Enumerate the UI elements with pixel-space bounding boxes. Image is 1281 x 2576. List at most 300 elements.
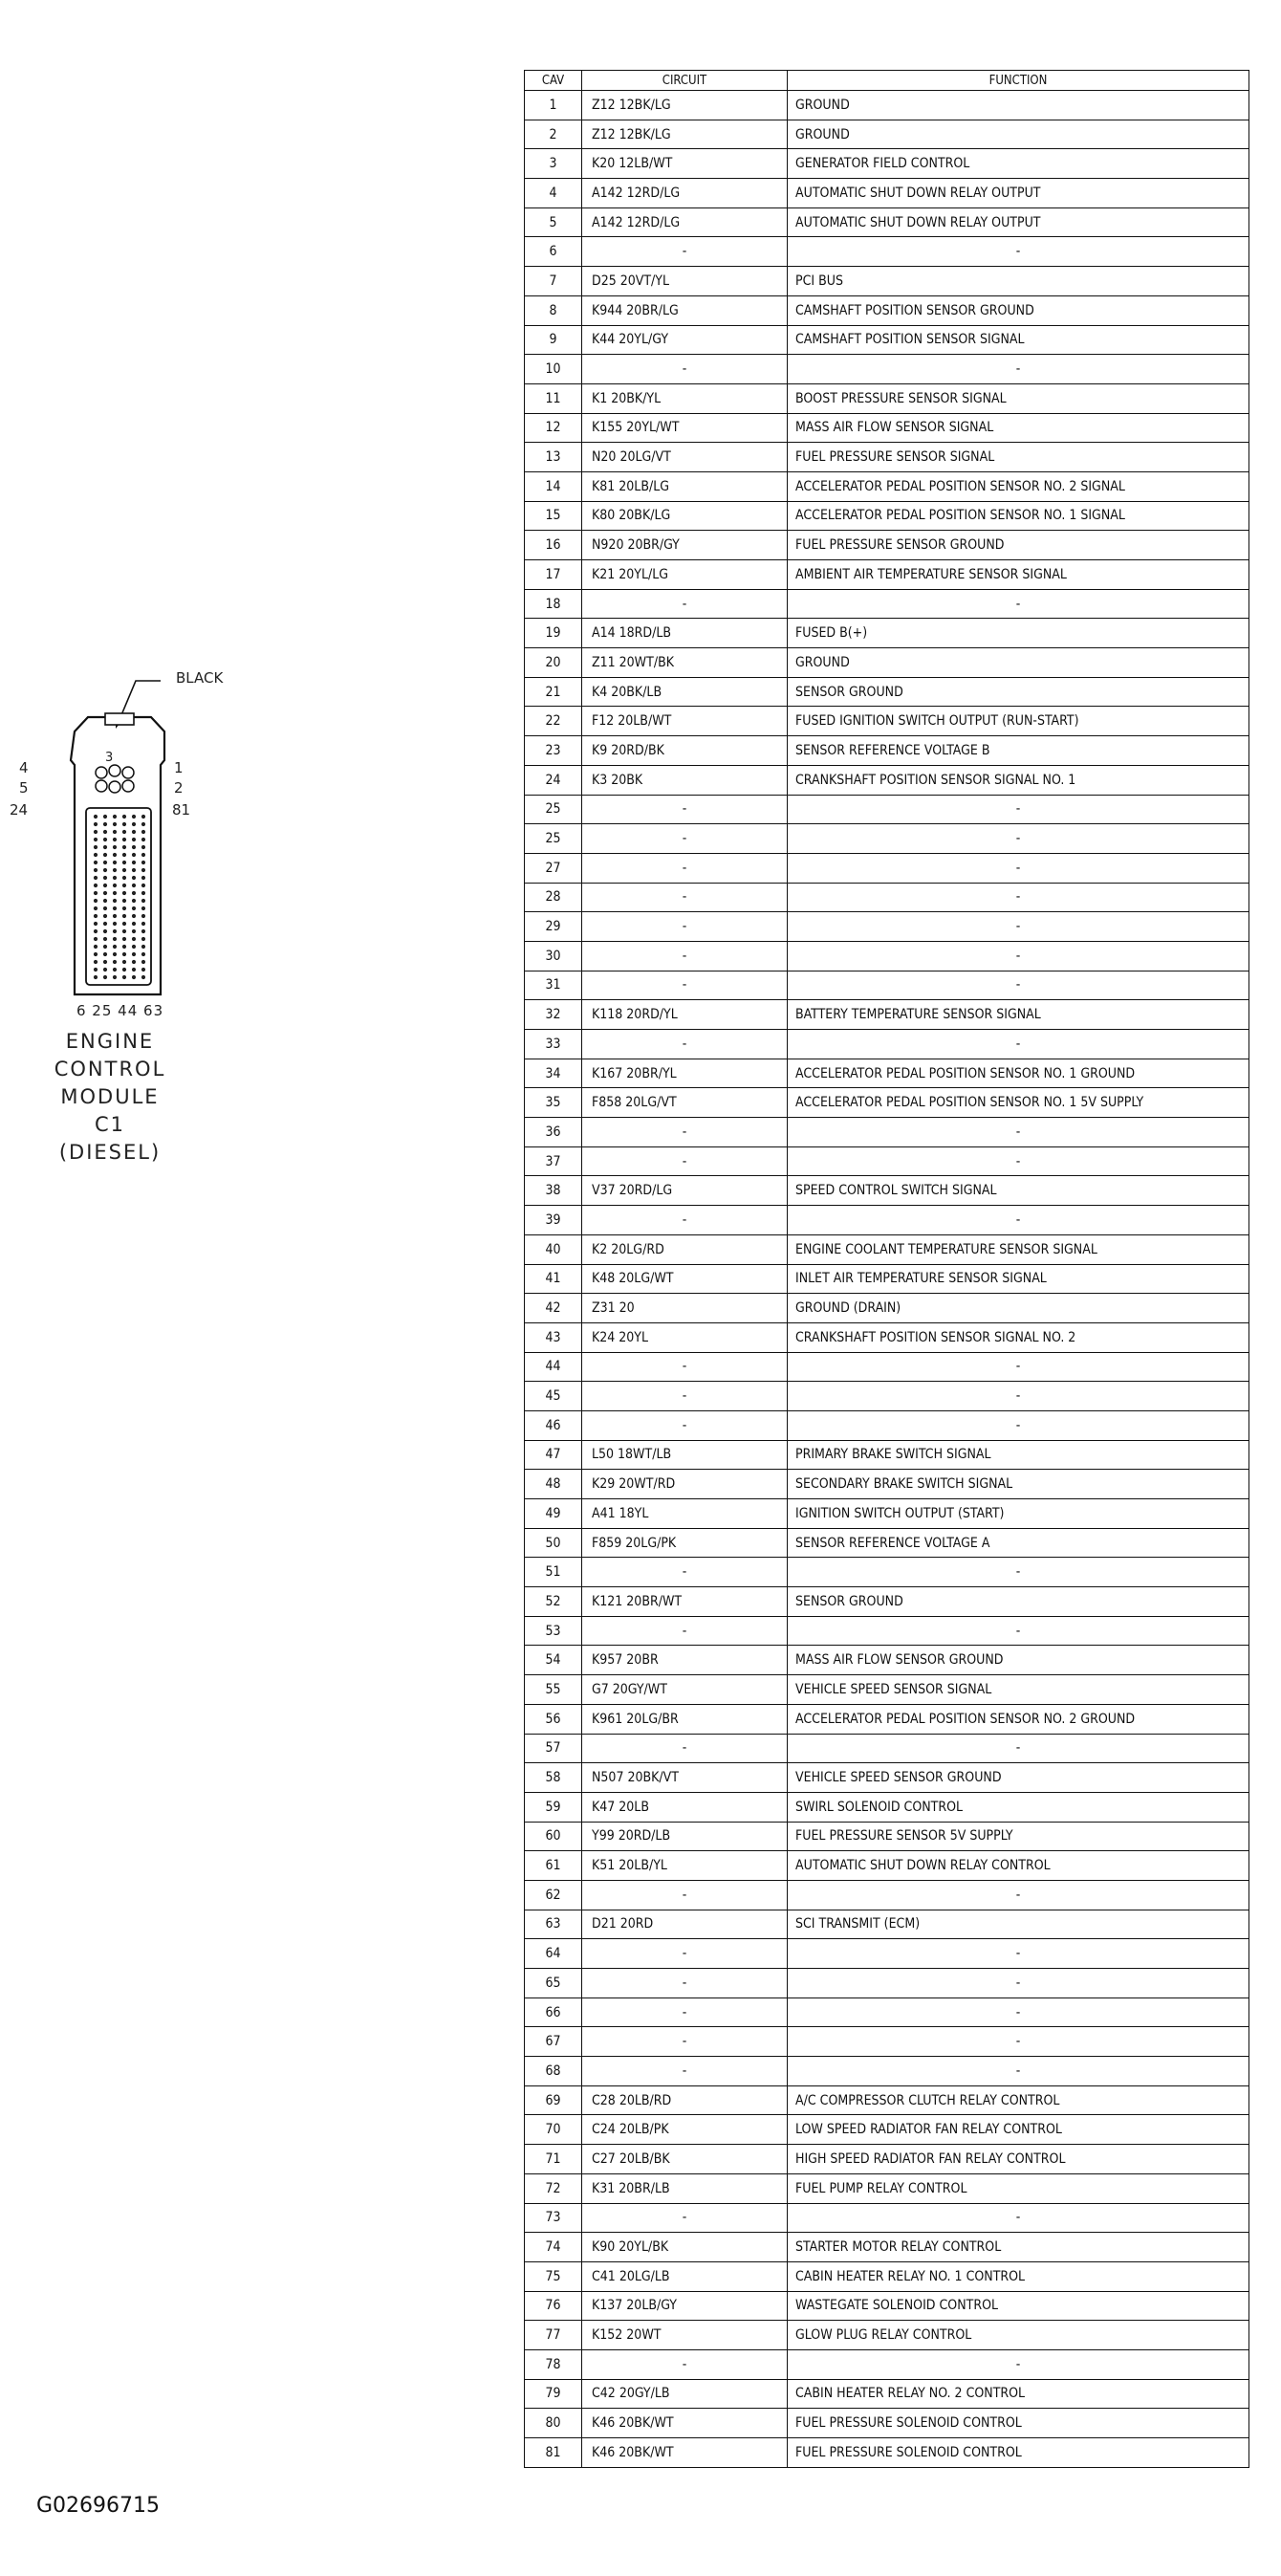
table-row bbox=[525, 443, 1249, 472]
pin-dot bbox=[141, 899, 145, 903]
pin-dot bbox=[113, 822, 117, 826]
cav-cell: 13 bbox=[525, 443, 582, 472]
pin-dot bbox=[94, 868, 98, 872]
module-caption bbox=[29, 1028, 191, 1167]
pin-dot bbox=[103, 838, 107, 841]
function-cell: - bbox=[788, 1410, 1249, 1440]
cav-cell: 67 bbox=[525, 2027, 582, 2057]
function-cell: - bbox=[788, 883, 1249, 912]
circuit-cell: - bbox=[582, 2057, 788, 2086]
table-row bbox=[525, 736, 1249, 766]
table-header-row bbox=[525, 71, 1249, 91]
pin-dot bbox=[94, 861, 98, 864]
function-cell: CABIN HEATER RELAY NO. 1 CONTROL bbox=[788, 2261, 1249, 2291]
pin-dot bbox=[141, 853, 145, 857]
pin-dot bbox=[103, 922, 107, 926]
table-row bbox=[525, 1030, 1249, 1059]
table-row bbox=[525, 2085, 1249, 2115]
circuit-cell: K9 20RD/BK bbox=[582, 736, 788, 766]
circuit-cell: K3 20BK bbox=[582, 765, 788, 795]
pin-dot bbox=[103, 861, 107, 864]
cav-cell: 40 bbox=[525, 1234, 582, 1264]
circuit-cell: C41 20LG/LB bbox=[582, 2261, 788, 2291]
table-row bbox=[525, 2115, 1249, 2145]
table-row bbox=[525, 560, 1249, 590]
circuit-cell: K20 12LB/WT bbox=[582, 149, 788, 179]
pin-dot bbox=[141, 845, 145, 849]
cav-cell: 21 bbox=[525, 677, 582, 707]
pin-dot bbox=[103, 952, 107, 956]
circuit-cell: Z31 20 bbox=[582, 1294, 788, 1323]
pin-dot bbox=[132, 929, 136, 933]
function-cell: MASS AIR FLOW SENSOR GROUND bbox=[788, 1646, 1249, 1675]
pin-dot bbox=[122, 899, 126, 903]
function-cell: - bbox=[788, 1206, 1249, 1235]
circuit-cell: K152 20WT bbox=[582, 2321, 788, 2350]
circuit-cell: C27 20LB/BK bbox=[582, 2145, 788, 2174]
pin-dot bbox=[113, 815, 117, 819]
cav-cell: 66 bbox=[525, 1997, 582, 2027]
function-cell: - bbox=[788, 589, 1249, 619]
cav-cell: 6 bbox=[525, 237, 582, 267]
table-row bbox=[525, 707, 1249, 736]
table-row bbox=[525, 2291, 1249, 2321]
circuit-cell: - bbox=[582, 1206, 788, 1235]
table-row bbox=[525, 2145, 1249, 2174]
pin-dot bbox=[103, 891, 107, 895]
pin-dot bbox=[132, 876, 136, 880]
function-cell: ACCELERATOR PEDAL POSITION SENSOR NO. 2 GROUND bbox=[788, 1704, 1249, 1734]
cav-cell: 48 bbox=[525, 1470, 582, 1499]
table-row bbox=[525, 883, 1249, 912]
pin-dot bbox=[132, 845, 136, 849]
table-row bbox=[525, 1997, 1249, 2027]
pin-dot bbox=[132, 906, 136, 910]
table-row bbox=[525, 1616, 1249, 1646]
function-cell: MASS AIR FLOW SENSOR SIGNAL bbox=[788, 413, 1249, 443]
cav-cell: 12 bbox=[525, 413, 582, 443]
pin-dot bbox=[94, 960, 98, 964]
table-row bbox=[525, 1382, 1249, 1411]
function-cell: - bbox=[788, 1558, 1249, 1587]
cav-cell: 28 bbox=[525, 883, 582, 912]
circuit-cell: K31 20BR/LB bbox=[582, 2173, 788, 2203]
cav-cell: 15 bbox=[525, 501, 582, 531]
table-row bbox=[525, 1646, 1249, 1675]
function-cell: CRANKSHAFT POSITION SENSOR SIGNAL NO. 2 bbox=[788, 1322, 1249, 1352]
circuit-cell: - bbox=[582, 853, 788, 883]
pin-dot bbox=[103, 845, 107, 849]
cav-cell: 41 bbox=[525, 1264, 582, 1294]
pin-dot bbox=[132, 899, 136, 903]
circuit-cell: - bbox=[582, 2349, 788, 2379]
function-cell: FUEL PRESSURE SENSOR SIGNAL bbox=[788, 443, 1249, 472]
table-row bbox=[525, 853, 1249, 883]
cav-cell: 34 bbox=[525, 1059, 582, 1088]
pin-dot bbox=[113, 868, 117, 872]
pin-dot bbox=[103, 914, 107, 918]
function-cell: PRIMARY BRAKE SWITCH SIGNAL bbox=[788, 1440, 1249, 1470]
table-row bbox=[525, 207, 1249, 237]
table-row bbox=[525, 1880, 1249, 1910]
pin-dot bbox=[113, 876, 117, 880]
cav-cell: 55 bbox=[525, 1675, 582, 1705]
circuit-cell: K167 20BR/YL bbox=[582, 1059, 788, 1088]
function-cell: - bbox=[788, 1997, 1249, 2027]
pin-dot bbox=[141, 838, 145, 841]
pin-dot bbox=[132, 830, 136, 834]
circuit-cell: - bbox=[582, 1410, 788, 1440]
pin-dot bbox=[103, 975, 107, 979]
pin-dot bbox=[122, 876, 126, 880]
pin-dot bbox=[94, 929, 98, 933]
circuit-cell: - bbox=[582, 883, 788, 912]
cav-cell: 60 bbox=[525, 1822, 582, 1851]
table-row bbox=[525, 1000, 1249, 1030]
connector-color-label: BLACK bbox=[176, 669, 224, 687]
pin-dot bbox=[132, 968, 136, 971]
pin-dot bbox=[94, 884, 98, 887]
table-row bbox=[525, 1410, 1249, 1440]
pin-dot bbox=[103, 937, 107, 941]
circuit-cell: K944 20BR/LG bbox=[582, 295, 788, 325]
cav-cell: 45 bbox=[525, 1382, 582, 1411]
cav-cell: 61 bbox=[525, 1851, 582, 1881]
pin-dot bbox=[132, 937, 136, 941]
function-cell: FUEL PRESSURE SOLENOID CONTROL bbox=[788, 2409, 1249, 2438]
table-row bbox=[525, 2057, 1249, 2086]
function-cell: - bbox=[788, 1118, 1249, 1147]
function-cell: BATTERY TEMPERATURE SENSOR SIGNAL bbox=[788, 1000, 1249, 1030]
pin-dot bbox=[94, 876, 98, 880]
table-row bbox=[525, 120, 1249, 149]
circuit-cell: K29 20WT/RD bbox=[582, 1470, 788, 1499]
circuit-cell: K48 20LG/WT bbox=[582, 1264, 788, 1294]
table-row bbox=[525, 1118, 1249, 1147]
table-row bbox=[525, 91, 1249, 120]
pin-label-top-3: 3 bbox=[105, 751, 114, 765]
table-row bbox=[525, 824, 1249, 854]
function-cell: SENSOR GROUND bbox=[788, 677, 1249, 707]
cav-cell: 47 bbox=[525, 1440, 582, 1470]
cav-cell: 81 bbox=[525, 2438, 582, 2468]
function-cell: SPEED CONTROL SWITCH SIGNAL bbox=[788, 1176, 1249, 1206]
table-row bbox=[525, 2173, 1249, 2203]
circuit-cell: K1 20BK/YL bbox=[582, 383, 788, 413]
circuit-cell: - bbox=[582, 1880, 788, 1910]
pin-dot bbox=[113, 975, 117, 979]
table-row bbox=[525, 765, 1249, 795]
pin-dot bbox=[122, 845, 126, 849]
cav-cell: 63 bbox=[525, 1910, 582, 1939]
circuit-cell: - bbox=[582, 824, 788, 854]
pin-dot bbox=[94, 945, 98, 949]
function-cell: CAMSHAFT POSITION SENSOR GROUND bbox=[788, 295, 1249, 325]
pin-dot bbox=[132, 914, 136, 918]
pin-dot bbox=[103, 884, 107, 887]
pin-dot bbox=[113, 960, 117, 964]
pin-dot bbox=[132, 822, 136, 826]
cav-cell: 38 bbox=[525, 1176, 582, 1206]
circuit-cell: K46 20BK/WT bbox=[582, 2438, 788, 2468]
pin-dot bbox=[132, 922, 136, 926]
cav-cell: 64 bbox=[525, 1939, 582, 1969]
pin-dot bbox=[113, 830, 117, 834]
function-cell: CABIN HEATER RELAY NO. 2 CONTROL bbox=[788, 2379, 1249, 2409]
circuit-cell: K137 20LB/GY bbox=[582, 2291, 788, 2321]
pin-dot bbox=[141, 891, 145, 895]
table-row bbox=[525, 619, 1249, 648]
pin-dot bbox=[113, 914, 117, 918]
function-cell: - bbox=[788, 853, 1249, 883]
circuit-cell: K155 20YL/WT bbox=[582, 413, 788, 443]
circuit-cell: Z12 12BK/LG bbox=[582, 91, 788, 120]
cav-cell: 59 bbox=[525, 1792, 582, 1822]
circuit-cell: - bbox=[582, 795, 788, 824]
table-row bbox=[525, 1440, 1249, 1470]
cav-cell: 7 bbox=[525, 267, 582, 296]
pin-dot bbox=[94, 853, 98, 857]
cav-cell: 17 bbox=[525, 560, 582, 590]
pin-dot bbox=[94, 937, 98, 941]
pin-dot bbox=[122, 914, 126, 918]
pin-dot bbox=[141, 906, 145, 910]
function-cell: - bbox=[788, 1734, 1249, 1763]
caption-line-2: CONTROL bbox=[54, 1058, 166, 1081]
cav-cell: 5 bbox=[525, 207, 582, 237]
pin-dot bbox=[103, 876, 107, 880]
cav-cell: 24 bbox=[525, 765, 582, 795]
table-row bbox=[525, 413, 1249, 443]
table-row bbox=[525, 1528, 1249, 1558]
header-circuit: CIRCUIT bbox=[582, 71, 788, 91]
cav-cell: 76 bbox=[525, 2291, 582, 2321]
pin-dot bbox=[141, 937, 145, 941]
table-row bbox=[525, 2349, 1249, 2379]
function-cell: ENGINE COOLANT TEMPERATURE SENSOR SIGNAL bbox=[788, 1234, 1249, 1264]
table-row bbox=[525, 2203, 1249, 2233]
cav-cell: 52 bbox=[525, 1587, 582, 1617]
table-row bbox=[525, 589, 1249, 619]
function-cell: - bbox=[788, 2027, 1249, 2057]
table-row bbox=[525, 325, 1249, 355]
pin-dot bbox=[113, 838, 117, 841]
pin-dot bbox=[113, 968, 117, 971]
table-row bbox=[525, 179, 1249, 208]
table-row bbox=[525, 1088, 1249, 1118]
table-row bbox=[525, 2233, 1249, 2262]
table-row bbox=[525, 267, 1249, 296]
table-row bbox=[525, 1176, 1249, 1206]
function-cell: FUEL PUMP RELAY CONTROL bbox=[788, 2173, 1249, 2203]
pin-dot bbox=[113, 922, 117, 926]
pin-dot bbox=[94, 822, 98, 826]
function-cell: SCI TRANSMIT (ECM) bbox=[788, 1910, 1249, 1939]
cav-cell: 80 bbox=[525, 2409, 582, 2438]
cav-cell: 10 bbox=[525, 355, 582, 384]
pin-dot bbox=[132, 868, 136, 872]
pin-dot bbox=[122, 952, 126, 956]
pin-dot bbox=[113, 906, 117, 910]
pin-dot bbox=[141, 975, 145, 979]
circuit-cell: - bbox=[582, 237, 788, 267]
pin-dot bbox=[122, 884, 126, 887]
pin-dot bbox=[113, 845, 117, 849]
circuit-cell: - bbox=[582, 912, 788, 942]
table-row bbox=[525, 2027, 1249, 2057]
pin-dot bbox=[103, 830, 107, 834]
function-cell: ACCELERATOR PEDAL POSITION SENSOR NO. 1 5V SUPPLY bbox=[788, 1088, 1249, 1118]
table-row bbox=[525, 2438, 1249, 2468]
circuit-cell: Z12 12BK/LG bbox=[582, 120, 788, 149]
table-row bbox=[525, 1234, 1249, 1264]
pin-dot bbox=[113, 899, 117, 903]
pin-dot bbox=[141, 922, 145, 926]
pin-dot bbox=[122, 861, 126, 864]
pin-grid bbox=[94, 815, 145, 979]
cav-cell: 57 bbox=[525, 1734, 582, 1763]
table-row bbox=[525, 1059, 1249, 1088]
cav-cell: 58 bbox=[525, 1763, 582, 1793]
circuit-cell: - bbox=[582, 2027, 788, 2057]
circuit-cell: F858 20LG/VT bbox=[582, 1088, 788, 1118]
cav-cell: 18 bbox=[525, 589, 582, 619]
pin-dot bbox=[94, 845, 98, 849]
function-cell: FUEL PRESSURE SENSOR GROUND bbox=[788, 531, 1249, 560]
circuit-cell: - bbox=[582, 971, 788, 1000]
circuit-cell: K121 20BR/WT bbox=[582, 1587, 788, 1617]
function-cell: SECONDARY BRAKE SWITCH SIGNAL bbox=[788, 1470, 1249, 1499]
function-cell: - bbox=[788, 2203, 1249, 2233]
circuit-cell: C24 20LB/PK bbox=[582, 2115, 788, 2145]
pin-dot bbox=[113, 952, 117, 956]
cav-cell: 51 bbox=[525, 1558, 582, 1587]
table-row bbox=[525, 295, 1249, 325]
circuit-cell: K2 20LG/RD bbox=[582, 1234, 788, 1264]
pin-dot bbox=[132, 815, 136, 819]
function-cell: - bbox=[788, 1030, 1249, 1059]
circuit-cell: K24 20YL bbox=[582, 1322, 788, 1352]
pin-dot bbox=[141, 868, 145, 872]
circuit-cell: K46 20BK/WT bbox=[582, 2409, 788, 2438]
pin-label-left-24: 24 bbox=[10, 801, 29, 819]
circuit-cell: K21 20YL/LG bbox=[582, 560, 788, 590]
pin-dot bbox=[94, 952, 98, 956]
cav-cell: 49 bbox=[525, 1499, 582, 1529]
function-cell: ACCELERATOR PEDAL POSITION SENSOR NO. 1 GROUND bbox=[788, 1059, 1249, 1088]
cav-cell: 35 bbox=[525, 1088, 582, 1118]
table-row bbox=[525, 1822, 1249, 1851]
cav-cell: 1 bbox=[525, 91, 582, 120]
pin-dot bbox=[113, 937, 117, 941]
document-id: G02696715 bbox=[36, 2494, 161, 2518]
circuit-cell: - bbox=[582, 589, 788, 619]
pin-dot bbox=[132, 838, 136, 841]
circuit-cell: D21 20RD bbox=[582, 1910, 788, 1939]
function-cell: - bbox=[788, 1939, 1249, 1969]
function-cell: GLOW PLUG RELAY CONTROL bbox=[788, 2321, 1249, 2350]
function-cell: - bbox=[788, 1880, 1249, 1910]
table-row bbox=[525, 1763, 1249, 1793]
circuit-cell: K118 20RD/YL bbox=[582, 1000, 788, 1030]
cav-cell: 8 bbox=[525, 295, 582, 325]
circuit-cell: - bbox=[582, 941, 788, 971]
table-row bbox=[525, 383, 1249, 413]
function-cell: - bbox=[788, 1969, 1249, 1998]
function-cell: GROUND bbox=[788, 648, 1249, 678]
function-cell: - bbox=[788, 237, 1249, 267]
table-row bbox=[525, 941, 1249, 971]
cav-cell: 56 bbox=[525, 1704, 582, 1734]
table-row bbox=[525, 1910, 1249, 1939]
table-row bbox=[525, 1851, 1249, 1881]
cav-cell: 22 bbox=[525, 707, 582, 736]
cav-cell: 53 bbox=[525, 1616, 582, 1646]
caption-line-3: MODULE bbox=[60, 1085, 160, 1108]
pin-dot bbox=[132, 975, 136, 979]
cav-cell: 71 bbox=[525, 2145, 582, 2174]
pin-dot bbox=[94, 968, 98, 971]
cav-cell: 27 bbox=[525, 853, 582, 883]
cav-cell: 65 bbox=[525, 1969, 582, 1998]
function-cell: - bbox=[788, 941, 1249, 971]
cav-cell: 23 bbox=[525, 736, 582, 766]
circuit-cell: - bbox=[582, 1997, 788, 2027]
circuit-cell: F859 20LG/PK bbox=[582, 1528, 788, 1558]
pin-dot bbox=[122, 838, 126, 841]
cav-cell: 32 bbox=[525, 1000, 582, 1030]
circuit-cell: C28 20LB/RD bbox=[582, 2085, 788, 2115]
circuit-cell: N920 20BR/GY bbox=[582, 531, 788, 560]
table-row bbox=[525, 501, 1249, 531]
cav-cell: 31 bbox=[525, 971, 582, 1000]
pin-dot bbox=[122, 822, 126, 826]
cav-cell: 44 bbox=[525, 1352, 582, 1382]
pin-dot bbox=[122, 960, 126, 964]
cav-cell: 25 bbox=[525, 824, 582, 854]
pin-label-left-5: 5 bbox=[19, 779, 29, 797]
cav-cell: 79 bbox=[525, 2379, 582, 2409]
pin-dot bbox=[132, 884, 136, 887]
pin-label-right-2: 2 bbox=[174, 779, 184, 797]
pin-label-right-1: 1 bbox=[174, 759, 184, 776]
circuit-cell: K44 20YL/GY bbox=[582, 325, 788, 355]
function-cell: SENSOR REFERENCE VOLTAGE A bbox=[788, 1528, 1249, 1558]
cav-cell: 29 bbox=[525, 912, 582, 942]
cav-cell: 70 bbox=[525, 2115, 582, 2145]
cav-cell: 73 bbox=[525, 2203, 582, 2233]
pin-dot bbox=[122, 922, 126, 926]
function-cell: - bbox=[788, 2349, 1249, 2379]
circuit-cell: K961 20LG/BR bbox=[582, 1704, 788, 1734]
circuit-cell: N507 20BK/VT bbox=[582, 1763, 788, 1793]
function-cell: - bbox=[788, 2057, 1249, 2086]
pin-dot bbox=[132, 952, 136, 956]
pin-dot bbox=[122, 891, 126, 895]
function-cell: FUSED B(+) bbox=[788, 619, 1249, 648]
table-row bbox=[525, 1322, 1249, 1352]
cav-cell: 78 bbox=[525, 2349, 582, 2379]
function-cell: LOW SPEED RADIATOR FAN RELAY CONTROL bbox=[788, 2115, 1249, 2145]
pin-label-left-4: 4 bbox=[19, 759, 29, 776]
table-row bbox=[525, 1704, 1249, 1734]
cav-cell: 3 bbox=[525, 149, 582, 179]
function-cell: INLET AIR TEMPERATURE SENSOR SIGNAL bbox=[788, 1264, 1249, 1294]
table-row bbox=[525, 1792, 1249, 1822]
pin-dot bbox=[103, 968, 107, 971]
table-row bbox=[525, 2261, 1249, 2291]
circuit-cell: K81 20LB/LG bbox=[582, 471, 788, 501]
